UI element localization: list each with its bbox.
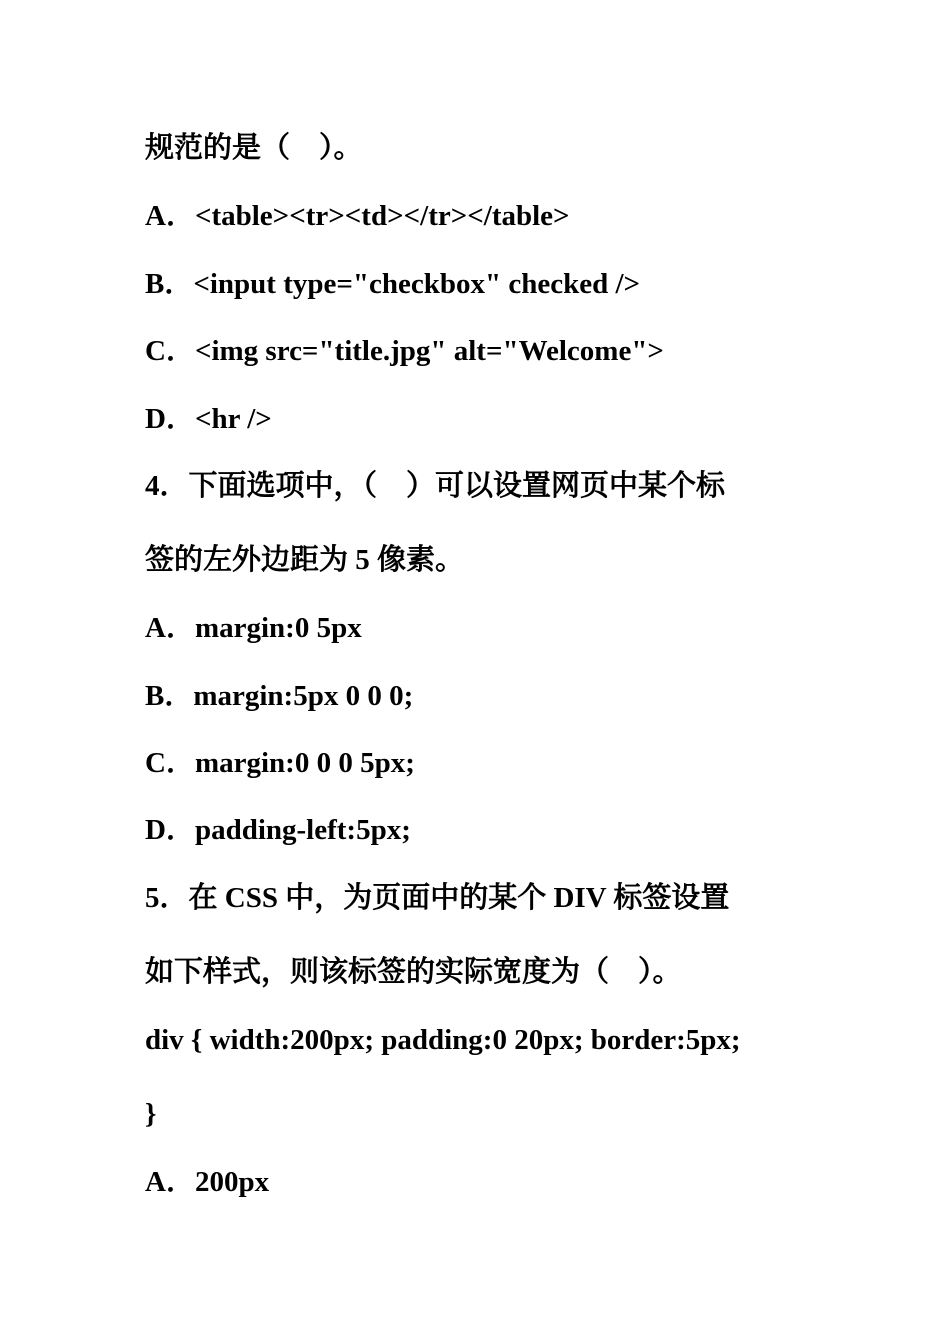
question-4-option-b: B．margin:5px 0 0 0; (145, 680, 414, 712)
question-4-stem-line-2: 签的左外边距为 5 像素。 (145, 544, 465, 576)
question-3-stem-end: 规范的是（ ）。 (145, 132, 363, 164)
question-3-option-c: C．<img src="title.jpg" alt="Welcome"> (145, 335, 664, 367)
question-4-option-d: D．padding-left:5px; (145, 814, 411, 846)
question-5-stem-line-2: 如下样式，则该标签的实际宽度为（ ）。 (145, 956, 682, 988)
question-3-option-a: A．<table><tr><td></tr></table> (145, 200, 570, 232)
question-5-stem-line-1: 5．在 CSS 中，为页面中的某个 DIV 标签设置 (145, 882, 730, 914)
question-5-code-line-1: div { width:200px; padding:0 20px; border:5px; (145, 1024, 741, 1056)
question-4-option-a: A．margin:0 5px (145, 612, 362, 644)
question-3-option-b: B．<input type="checkbox" checked /> (145, 268, 641, 300)
question-4-option-c: C．margin:0 0 0 5px; (145, 747, 415, 779)
question-3-option-d: D．<hr /> (145, 403, 272, 435)
question-5-code-line-2: } (145, 1098, 157, 1130)
question-4-stem-line-1: 4．下面选项中，（ ）可以设置网页中某个标 (145, 470, 726, 502)
question-5-option-a: A．200px (145, 1166, 270, 1198)
